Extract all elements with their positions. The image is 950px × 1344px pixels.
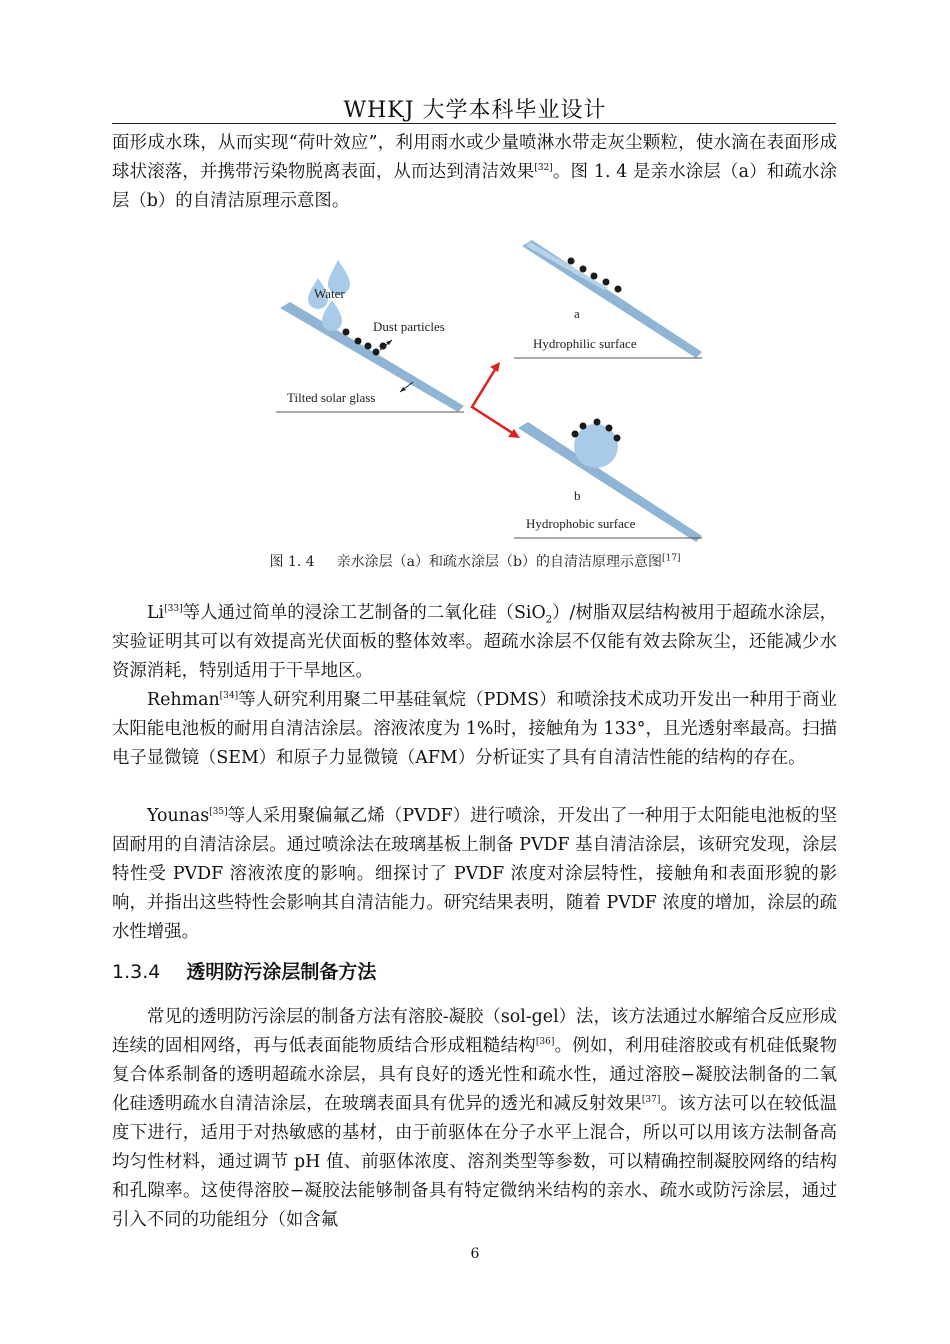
author-rehman: Rehman <box>147 690 220 710</box>
label-hydrophilic-surface: Hydrophilic surface <box>533 336 637 351</box>
author-younas: Younas <box>147 806 210 826</box>
intro-text: 面形成水珠，从而实现“荷叶效应”，利用雨水或少量喷淋水带走灰尘颗粒，使水滴在表面形成球状滚落，并携带污染物脱离表面，从而达到清洁效果 <box>112 133 837 182</box>
citation: [32] <box>534 163 553 174</box>
paragraph-li <box>112 599 837 686</box>
branch-arrow <box>472 368 514 434</box>
water-bead <box>574 424 618 468</box>
water-film <box>526 242 608 290</box>
label-tilted-solar-glass: Tilted solar glass <box>287 390 376 405</box>
citation: [36] <box>535 1037 555 1048</box>
rehman-text: 等人研究利用聚二甲基硅氧烷（PDMS）和喷涂技术成功开发出一种用于商业太阳能电池板的耐用自清洁涂层。溶液浓度为 1%时，接触角为 133°，且光透射率最高。扫描电子显微镜（SEM）和原子力显微镜（AFM）分析证实了具有自清洁性能的结构的存在。 <box>112 690 837 768</box>
citation: [34] <box>219 691 239 702</box>
author-li: Li <box>147 603 165 623</box>
page-header-title: WHKJ 大学本科毕业设计 <box>343 98 607 123</box>
figure-self-cleaning-schematic <box>268 232 708 542</box>
younas-text: 等人采用聚偏氟乙烯（PVDF）进行喷涂，开发出了一种用于太阳能电池板的坚固耐用的自清洁涂层。通过喷涂法在玻璃基板上制备 PVDF 基自清洁涂层，该研究发现，涂层特性受 PVDF 溶液浓度的影响。细探讨了 PVDF 浓度对涂层特性，接触角和表面形貌的影响，并指出这些特性会影响其自清洁能力。研究结果表明，随着 PVDF 浓度的增加，涂层的疏水性增强。 <box>112 806 837 942</box>
label-b: b <box>574 488 581 503</box>
intro-paragraph <box>112 129 837 216</box>
label-water: Water <box>314 286 345 301</box>
paragraph-younas <box>112 802 837 947</box>
solgel-text-2: 。例如，利用硅溶胶或有机硅低聚物复合体系制备的透明超疏水涂层，具有良好的透光性和疏水性，通过溶胶−凝胶法制备的二氧化硅透明疏水自清洁涂层，在玻璃表面具有优异的透光和减反射效果 <box>112 1036 837 1114</box>
paragraph-solgel <box>112 1003 837 1235</box>
label-dust-particles: Dust particles <box>373 319 445 334</box>
li-text-1: 等人通过简单的浸涂工艺制备的二氧化硅（SiO <box>182 603 546 623</box>
label-hydrophobic-surface: Hydrophobic surface <box>526 516 636 531</box>
caption-number: 图 1. 4 <box>269 554 315 570</box>
subscript: 2 <box>545 614 553 626</box>
caption-citation: [17] <box>662 553 681 564</box>
citation: [35] <box>209 807 228 818</box>
section-number: 1.3.4 <box>112 961 161 983</box>
page-number: 6 <box>470 1246 480 1262</box>
figure-svg <box>268 232 708 542</box>
citation: [37] <box>641 1095 661 1106</box>
citation: [33] <box>164 604 183 615</box>
paragraph-rehman <box>112 686 837 773</box>
intro-text-end: 。图 1. 4 是亲水涂层（a）和疏水涂层（b）的自清洁原理示意图。 <box>112 162 837 211</box>
caption-text: 亲水涂层（a）和疏水涂层（b）的自清洁原理示意图 <box>336 554 662 570</box>
header-rule <box>112 123 836 124</box>
solgel-text-3: 。该方法可以在较低温度下进行，适用于对热敏感的基材，由于前驱体在分子水平上混合，所以可以用该方法制备高均匀性材料，通过调节 pH 值、前驱体浓度、溶剂类型等参数，可以精确控制凝胶网络的结构和孔隙率。这使得溶胶−凝胶法能够制备具有特定微纳米结构的亲水、疏水或防污涂层，通过引入不同的功能组分（如含氟 <box>112 1094 837 1230</box>
figure-caption <box>0 551 950 571</box>
solgel-text-1: 常见的透明防污涂层的制备方法有溶胶-凝胶（sol-gel）法，该方法通过水解缩合反应形成连续的固相网络，再与低表面能物质结合形成粗糙结构 <box>112 1007 837 1056</box>
label-a: a <box>574 306 580 321</box>
li-text-2: ）/树脂双层结构被用于超疏水涂层，实验证明其可以有效提高光伏面板的整体效率。超疏水涂层不仅能有效去除灰尘，还能减少水资源消耗，特别适用于干旱地区。 <box>112 603 837 681</box>
section-title: 透明防污涂层制备方法 <box>186 961 377 983</box>
section-heading <box>112 957 376 984</box>
